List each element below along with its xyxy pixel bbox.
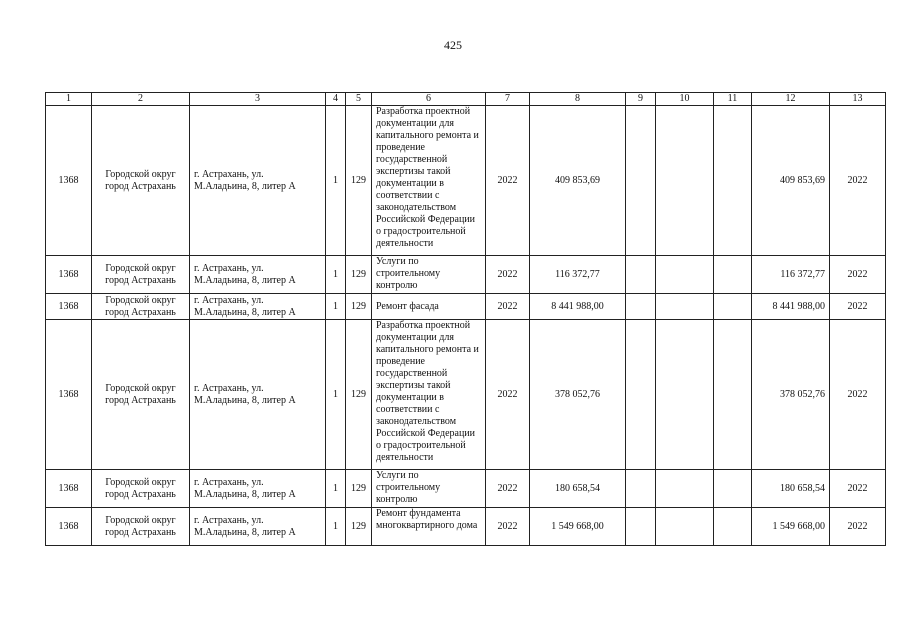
- cell-year-end: 2022: [830, 320, 886, 470]
- cell-year-end: 2022: [830, 294, 886, 320]
- table-row: [46, 294, 886, 320]
- cell-municipality: Городской округ город Астрахань: [92, 256, 190, 294]
- cell-col5: 129: [346, 320, 372, 470]
- cell-year: 2022: [486, 320, 530, 470]
- cell-total: 8 441 988,00: [752, 294, 830, 320]
- cell-work-type: Разработка проектной документации для капитального ремонта и проведение государственной экспертизы такой документации в соответствии с законодательством Российской Федерации о градостроительной деятельности: [372, 320, 486, 470]
- column-header: 2: [92, 93, 190, 106]
- cell-col10: [656, 106, 714, 256]
- cell-year: 2022: [486, 256, 530, 294]
- cell-col10: [656, 470, 714, 508]
- cell-work-type: Разработка проектной документации для капитального ремонта и проведение государственной экспертизы такой документации в соответствии с законодательством Российской Федерации о градостроительной деятельности: [372, 106, 486, 256]
- cell-municipality: Городской округ город Астрахань: [92, 106, 190, 256]
- cell-col10: [656, 508, 714, 546]
- cell-col4: 1: [326, 508, 346, 546]
- column-header: 9: [626, 93, 656, 106]
- cell-total: 116 372,77: [752, 256, 830, 294]
- cell-col5: 129: [346, 256, 372, 294]
- cell-col9: [626, 320, 656, 470]
- cell-col11: [714, 508, 752, 546]
- table-row: [46, 256, 886, 294]
- cell-col10: [656, 320, 714, 470]
- cell-col4: 1: [326, 470, 346, 508]
- cell-municipality: Городской округ город Астрахань: [92, 470, 190, 508]
- column-header: 11: [714, 93, 752, 106]
- cell-col10: [656, 294, 714, 320]
- column-header: 1: [46, 93, 92, 106]
- cell-municipality: Городской округ город Астрахань: [92, 294, 190, 320]
- cell-col9: [626, 470, 656, 508]
- cell-total: 409 853,69: [752, 106, 830, 256]
- cell-col5: 129: [346, 106, 372, 256]
- cell-record-number: 1368: [46, 508, 92, 546]
- cell-col11: [714, 256, 752, 294]
- column-header: 3: [190, 93, 326, 106]
- table-row: [46, 470, 886, 508]
- cell-year-end: 2022: [830, 508, 886, 546]
- column-number-row: [46, 93, 886, 106]
- cell-address: г. Астрахань, ул. М.Аладьина, 8, литер А: [190, 106, 326, 256]
- column-header: 12: [752, 93, 830, 106]
- cell-year-end: 2022: [830, 106, 886, 256]
- cell-cost: 116 372,77: [530, 256, 626, 294]
- cell-col4: 1: [326, 256, 346, 294]
- cell-municipality: Городской округ город Астрахань: [92, 320, 190, 470]
- cell-col10: [656, 256, 714, 294]
- cell-total: 378 052,76: [752, 320, 830, 470]
- table-row: [46, 106, 886, 256]
- cell-address: г. Астрахань, ул. М.Аладьина, 8, литер А: [190, 256, 326, 294]
- cell-cost: 378 052,76: [530, 320, 626, 470]
- cell-col11: [714, 470, 752, 508]
- cell-municipality: Городской округ город Астрахань: [92, 508, 190, 546]
- cell-cost: 180 658,54: [530, 470, 626, 508]
- cell-col5: 129: [346, 294, 372, 320]
- cell-work-type: Услуги по строительному контролю: [372, 256, 486, 294]
- column-header: 5: [346, 93, 372, 106]
- cell-cost: 8 441 988,00: [530, 294, 626, 320]
- column-header: 10: [656, 93, 714, 106]
- cell-col5: 129: [346, 470, 372, 508]
- cell-record-number: 1368: [46, 256, 92, 294]
- page-number: 425: [444, 38, 462, 52]
- cell-col4: 1: [326, 320, 346, 470]
- column-header: 7: [486, 93, 530, 106]
- cell-col9: [626, 508, 656, 546]
- cell-work-type: Ремонт фундамента многоквартирного дома: [372, 508, 486, 546]
- cell-col5: 129: [346, 508, 372, 546]
- cell-total: 180 658,54: [752, 470, 830, 508]
- cell-year-end: 2022: [830, 470, 886, 508]
- cell-address: г. Астрахань, ул. М.Аладьина, 8, литер А: [190, 320, 326, 470]
- cell-col11: [714, 320, 752, 470]
- cell-address: г. Астрахань, ул. М.Аладьина, 8, литер А: [190, 470, 326, 508]
- column-header: 6: [372, 93, 486, 106]
- cell-record-number: 1368: [46, 106, 92, 256]
- repair-register-table: [45, 92, 886, 546]
- cell-year: 2022: [486, 294, 530, 320]
- cell-total: 1 549 668,00: [752, 508, 830, 546]
- cell-year: 2022: [486, 470, 530, 508]
- cell-address: г. Астрахань, ул. М.Аладьина, 8, литер А: [190, 508, 326, 546]
- cell-address: г. Астрахань, ул. М.Аладьина, 8, литер А: [190, 294, 326, 320]
- cell-col4: 1: [326, 294, 346, 320]
- cell-col11: [714, 106, 752, 256]
- cell-col9: [626, 294, 656, 320]
- cell-year: 2022: [486, 106, 530, 256]
- cell-record-number: 1368: [46, 294, 92, 320]
- column-header: 13: [830, 93, 886, 106]
- cell-work-type: Услуги по строительному контролю: [372, 470, 486, 508]
- cell-record-number: 1368: [46, 470, 92, 508]
- column-header: 4: [326, 93, 346, 106]
- cell-col4: 1: [326, 106, 346, 256]
- cell-record-number: 1368: [46, 320, 92, 470]
- cell-col11: [714, 294, 752, 320]
- column-header: 8: [530, 93, 626, 106]
- cell-col9: [626, 106, 656, 256]
- cell-year: 2022: [486, 508, 530, 546]
- table-row: [46, 508, 886, 546]
- cell-cost: 409 853,69: [530, 106, 626, 256]
- cell-cost: 1 549 668,00: [530, 508, 626, 546]
- table-row: [46, 320, 886, 470]
- cell-work-type: Ремонт фасада: [372, 294, 486, 320]
- cell-year-end: 2022: [830, 256, 886, 294]
- cell-col9: [626, 256, 656, 294]
